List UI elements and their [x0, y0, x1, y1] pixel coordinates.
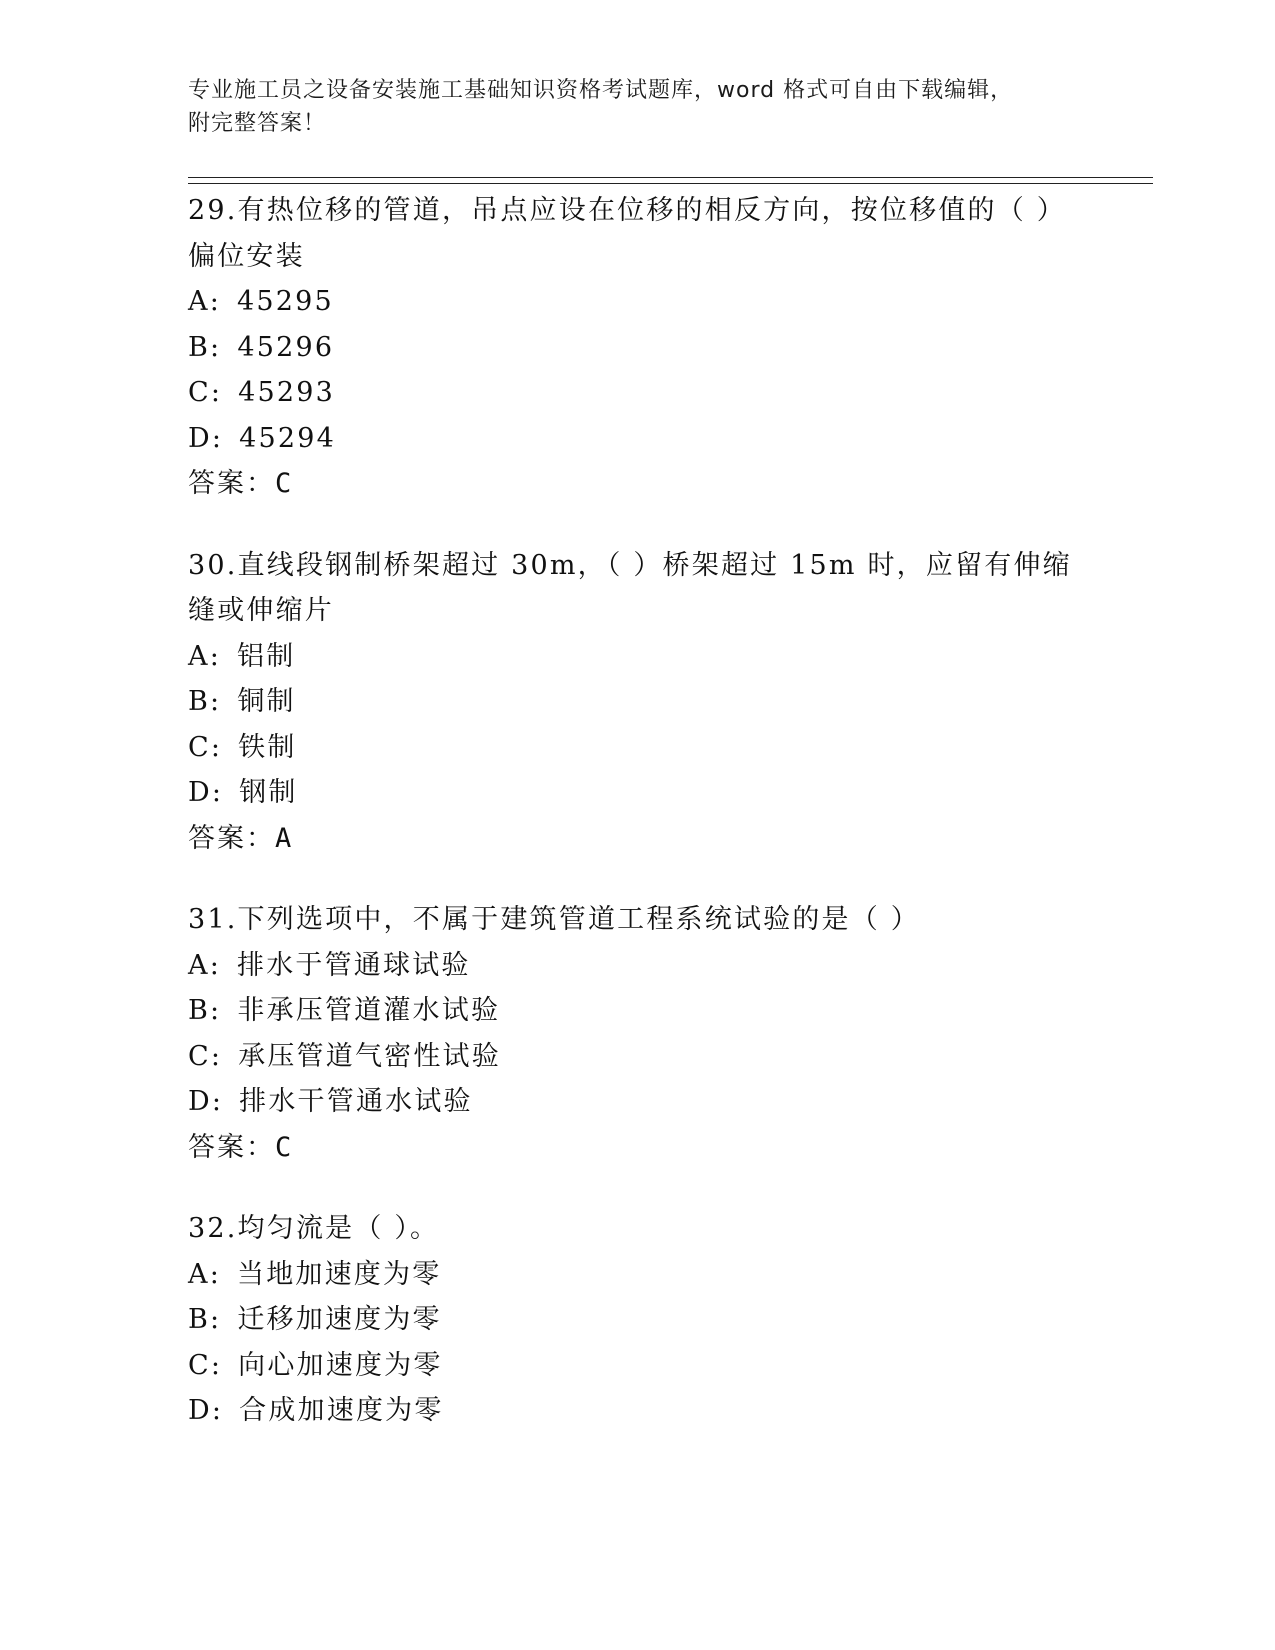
option-text: 合成加速度为零: [239, 1395, 444, 1426]
option-key: D:: [188, 777, 224, 808]
option-c: [188, 725, 1088, 771]
option-text: 铝制: [237, 640, 296, 672]
option-key: B:: [188, 331, 222, 363]
answer-value: C: [275, 468, 294, 499]
question-32: [188, 1206, 1088, 1434]
option-text: 向心加速度为零: [238, 1349, 443, 1381]
option-d: [188, 770, 1088, 816]
answer-label: 答案：: [188, 468, 275, 499]
option-a: [188, 943, 1088, 989]
question-stem: 29.有热位移的管道，吊点应设在位移的相反方向，按位移值的（ ）偏位安装: [188, 195, 1066, 272]
option-key: C:: [188, 1349, 223, 1381]
option-d: [188, 1388, 1088, 1434]
option-key: A:: [188, 949, 221, 981]
option-text: 迁移加速度为零: [237, 1304, 442, 1335]
option-a: [188, 279, 1088, 325]
answer-label: 答案：: [188, 822, 275, 854]
option-c: [188, 1034, 1088, 1080]
answer-line: [188, 816, 1088, 862]
header-line-2: 附完整答案！: [188, 111, 327, 136]
option-d: [188, 1079, 1088, 1125]
answer-line: [188, 1125, 1088, 1171]
option-text: 铜制: [237, 686, 296, 717]
option-text: 当地加速度为零: [237, 1258, 442, 1290]
option-key: A:: [188, 640, 221, 672]
option-b: [188, 988, 1088, 1034]
option-text: 45296: [237, 331, 335, 363]
option-a: [188, 1252, 1088, 1298]
question-stem: 31.下列选项中，不属于建筑管道工程系统试验的是（ ）: [188, 904, 920, 935]
option-key: A:: [188, 1258, 221, 1290]
option-key: C:: [188, 731, 223, 763]
option-key: C:: [188, 377, 223, 408]
option-b: [188, 325, 1088, 371]
option-key: D:: [188, 1086, 224, 1117]
option-b: [188, 679, 1088, 725]
question-29: [188, 188, 1088, 507]
question-30: [188, 543, 1088, 862]
option-key: B:: [188, 995, 222, 1026]
option-text: 45294: [239, 422, 337, 454]
option-text: 排水于管通球试验: [237, 949, 471, 981]
option-text: 排水干管通水试验: [239, 1086, 473, 1117]
option-text: 非承压管道灌水试验: [237, 995, 501, 1026]
question-31: [188, 897, 1088, 1170]
question-list: [188, 188, 1088, 1470]
option-key: B:: [188, 686, 222, 717]
option-key: D:: [188, 1395, 224, 1426]
question-stem: 30.直线段钢制桥架超过 30m，（ ）桥架超过 15m 时，应留有伸缩缝或伸缩片: [188, 549, 1072, 626]
answer-label: 答案：: [188, 1131, 275, 1163]
answer-value: C: [275, 1131, 294, 1163]
option-key: C:: [188, 1040, 223, 1072]
document-header: [188, 74, 1088, 140]
option-c: [188, 370, 1088, 416]
answer-line: [188, 461, 1088, 507]
option-key: A:: [188, 286, 221, 317]
option-text: 铁制: [238, 731, 297, 763]
option-text: 承压管道气密性试验: [238, 1040, 501, 1072]
option-text: 45293: [238, 377, 336, 408]
option-key: D:: [188, 422, 224, 454]
answer-value: A: [275, 822, 294, 854]
option-text: 钢制: [239, 777, 298, 808]
option-a: [188, 634, 1088, 680]
option-key: B:: [188, 1304, 222, 1335]
option-text: 45295: [237, 286, 334, 317]
option-d: [188, 416, 1088, 462]
option-c: [188, 1343, 1088, 1389]
header-divider-top: [188, 177, 1153, 178]
question-stem: 32.均匀流是（ ）。: [188, 1213, 440, 1244]
option-b: [188, 1297, 1088, 1343]
header-divider-bottom: [188, 183, 1153, 184]
header-line-1: 专业施工员之设备安装施工基础知识资格考试题库，word 格式可自由下载编辑，: [188, 78, 1014, 103]
